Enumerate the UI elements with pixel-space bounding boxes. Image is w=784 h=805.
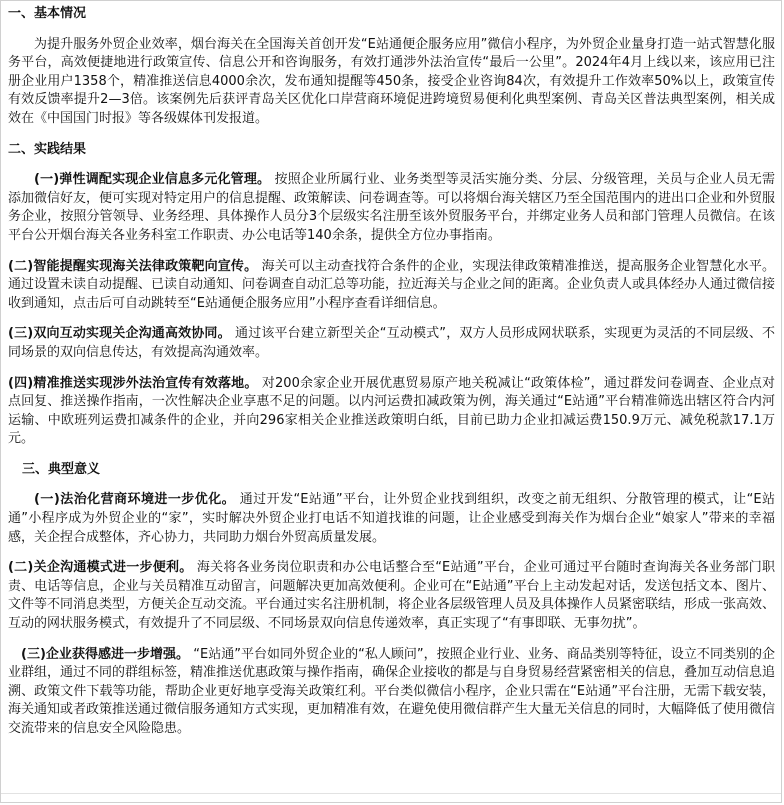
- paragraph-significance-2: [8, 559, 775, 633]
- paragraph-lead: (一)法治化营商环境进一步优化。: [34, 492, 236, 508]
- paragraph-text: 按照企业所属行业、业务类型等灵活实施分类、分层、分级管理，关员与企业人员无需添加微信好友，便可实现对特定用户的信息提醒、政策解读、问卷调查等。可以将烟台海关辖区乃至全国范围内的进出口企业和外贸服务企业，按照分管领导、业务经理、具体操作人员分3个层级实名注册至该外贸服务平台，并绑定业务人员和部门管理人员微信。在该平台公开烟台海关各业务科室工作职责、办公电话等140余条，提供全方位办事指南。: [8, 172, 776, 243]
- paragraph-lead: (三)双向互动实现关企沟通高效协同。: [8, 326, 231, 342]
- section-title-basic: 一、基本情况: [8, 6, 87, 21]
- page-bottom-divider: [1, 793, 781, 794]
- paragraph-result-2: [8, 258, 775, 314]
- paragraph-significance-3: [8, 646, 775, 739]
- paragraph-lead: (四)精准推送实现涉外法治宣传有效落地。: [8, 375, 258, 391]
- paragraph-text: 通过开发“E站通”平台，让外贸企业找到组织，改变之前无组织、分散管理的模式，让“E站通”小程序成为外贸企业的“家”，实时解决外贸企业打电话不知道找谁的问题，让企业感受到海关作为烟台企业“娘家人”带来的幸福感，关企捏合成整体，齐心协力，共同助力烟台外贸高质量发展。: [8, 492, 775, 545]
- paragraph-lead: (三)企业获得感进一步增强。: [21, 646, 190, 662]
- paragraph-text: “E站通”平台如同外贸企业的“私人顾问”，按照企业行业、业务、商品类别等特征，设立不同类别的企业群组，通过不同的群组标签，精准推送优惠政策与操作指南，确保企业接收的都是与自身贸易经营紧密相关的信息，叠加互动信息追溯、政策文件下载等功能，帮助企业更好地享受海关政策红利。平台类似微信小程序，企业只需在“E站通”平台注册，无需下载安装，海关通知或者政策推送通过微信服务通知方式实现，更加精准有效，在避免使用微信群产生大量无关信息的同时，大幅降低了使用微信交流带来的信息安全风险隐患。: [8, 646, 776, 736]
- paragraph-result-3: [8, 325, 775, 362]
- paragraph-lead: (一)弹性调配实现企业信息多元化管理。: [34, 172, 271, 188]
- paragraph-lead: (二)智能提醒实现海关法律政策靶向宣传。: [8, 258, 258, 274]
- paragraph-result-1: [8, 171, 775, 245]
- paragraph-result-4: [8, 375, 775, 449]
- paragraph-text: 对200余家企业开展优惠贸易原产地关税减让“政策体检”，通过群发问卷调查、企业点对点回复、推送操作指南，一次性解决企业享惠不足的问题。以内河运费扣减政策为例，海关通过“E站通”平台精准筛选出辖区符合内河运输、中欧班列运费扣减条件的企业，并向296家相关企业推送政策明白纸，目前已助力企业扣减运费150.9万元、减免税款17.1万元。: [8, 375, 776, 447]
- paragraph-lead: (二)关企沟通模式进一步便利。: [8, 560, 193, 576]
- section-title-significance: 三、典型意义: [22, 461, 101, 477]
- paragraph-text: 海关将各业务岗位职责和办公电话整合至“E站通”平台，企业可通过平台随时查询海关各业务部门职责、电话等信息，企业与关员精准互动留言，问题解决更加高效便利。企业可在“E站通”平台上主动发起对话，发送包括文本、图片、文件等不同消息类型，方便关企互动交流。平台通过实名注册机制，将企业各层级管理人员及具体操作人员紧密联结，形成一张高效、互动的网状服务模式，有效提升了不同层级、不同场景双向信息传递效率，真正实现了“有事即联、无事勿扰”。: [8, 560, 776, 632]
- paragraph-text: 为提升服务外贸企业效率，烟台海关在全国海关首创开发“E站通便企服务应用”微信小程序，为外贸企业量身打造一站式智慧化服务平台，高效便捷地进行政策宣传、信息公开和咨询服务，有效打通涉外法治宣传“最后一公里”。2024年4月上线以来，该应用已注册企业用户1358个，精准推送信息4000余次，发布通知提醒等450条，接受企业咨询84次，有效提升工作效率50%以上，政策宣传有效反馈率提升2—3倍。该案例先后获评青岛关区优化口岸营商环境促进跨境贸易便利化典型案例、青岛关区普法典型案例，相关成效在《中国国门时报》等各级媒体刊发报道。: [8, 36, 775, 126]
- paragraph-significance-1: [8, 491, 775, 547]
- paragraph-text: 海关可以主动查找符合条件的企业，实现法律政策精准推送，提高服务企业智慧化水平。通过设置未读自动提醒、已读自动通知、问卷调查自动汇总等功能，拉近海关与企业之间的距离。企业负责人或具体经办人通过微信接收到通知，点击后可自动跳转至“E站通便企服务应用”小程序查看详细信息。: [8, 258, 776, 311]
- paragraph-basic-intro: [8, 36, 775, 129]
- section-title-results: 二、实践结果: [8, 141, 87, 157]
- paragraph-text: 通过该平台建立新型关企“互动模式”，双方人员形成网状联系，实现更为灵活的不同层级、不同场景的双向信息传达，有效提高沟通效率。: [8, 326, 775, 360]
